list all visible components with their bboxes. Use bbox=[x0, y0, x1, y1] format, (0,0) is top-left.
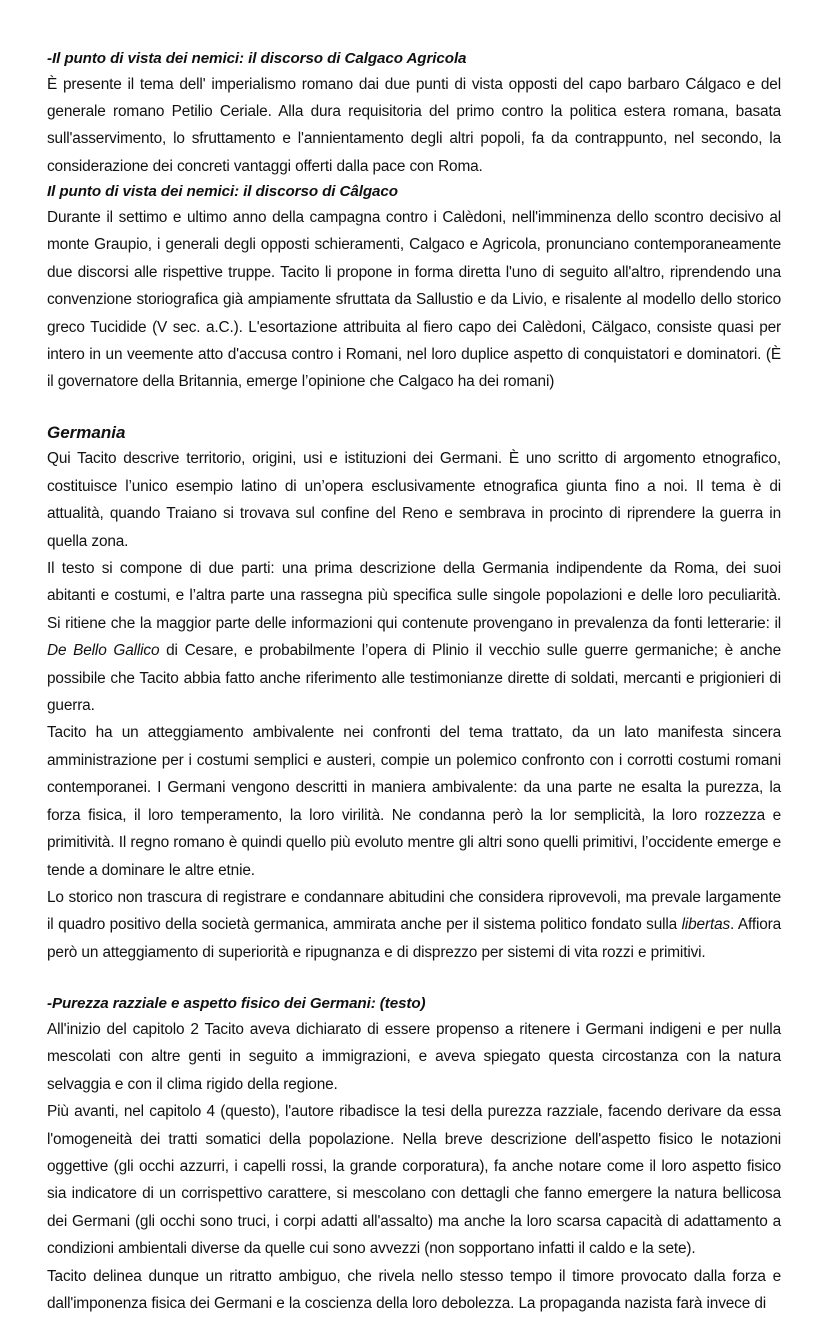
paragraph-atteggiamento-ambivalente: Tacito ha un atteggiamento ambivalente nei confronti del tema trattato, da un lato manifesta sincera amministrazione per i costumi semplici e austeri, compie un polemico confronto con i corrotti costumi romani contemporanei. I Germani vengono descritti in maniera ambivalente: da una parte ne esalta la purezza, la forza fisica, il loro temperamento, la loro virilità. Ne condanna però la lor semplicità, la loro rozzezza e primitività. Il regno romano è quindi quello più evoluto mentre gli altri sono quelli primitivi, l’occidente emerge e tende a dominare le altre etnie. bbox=[47, 724, 781, 879]
paragraph-due-parti-text-2: di Cesare, e probabilmente l’opera di Plinio il vecchio sulle guerre germaniche; è anche possibile che Tacito abbia fatto anche riferimento alle testimonianze dirette di soldati, mercanti e prigionieri di guerra. bbox=[47, 642, 781, 715]
paragraph-quadro-positivo-text-2: . Affiora però un atteggiamento di superiorità e ripugnanza e di disprezzo per sistemi di vita rozzi e primitivi. bbox=[47, 916, 782, 961]
paragraph-capitolo-4: Più avanti, nel capitolo 4 (questo), l'autore ribadisce la tesi della purezza razziale, facendo derivare da essa l'omogeneità dei tratti somatici della popolazione. Nella breve descrizione dell'aspetto fisico le notazioni oggettive (gli occhi azzurri, i capelli rossi, la grande corporatura), fa anche notare come il loro aspetto fisico sia indicatore di un corrispettivo carattere, si mescolano con dettagli che fanno emergere la natura bellicosa dei Germani (gli occhi sono truci, i corpi adatti all'assalto) ma anche la loro scarsa capacità di adattamento a condizioni ambientali diverse da quelle cui sono avvezzi (non sopportano infatti il caldo e la sete). bbox=[47, 1103, 781, 1258]
paragraph-discorso-calgaco: Durante il settimo e ultimo anno della campagna contro i Calèdoni, nell'imminenza dello scontro decisivo al monte Graupio, i generali degli opposti schieramenti, Calgaco e Agricola, pronunciano contemporaneamente due discorsi alle rispettive truppe. Tacito li propone in forma diretta l'uno di seguito all'altro, riprendendo una convenzione storiografica già ampiamente sfruttata da Sallustio e da Livio, e risalente al modello dello storico greco Tucidide (V sec. a.C.). L'esortazione attribuita al fiero capo dei Calèdoni, Cälgaco, consiste quasi per intero in un veemente atto d'accusa contro i Romani, nel loro duplice aspetto di conquistatori e dominatori. (È il governatore della Britannia, emerge l’opinione che Calgaco ha dei romani) bbox=[47, 208, 781, 391]
heading-punto-di-vista-nemici-calgaco: Il punto di vista dei nemici: il discorso di Câlgaco bbox=[47, 183, 398, 201]
paragraph-due-parti-text-1: Il testo si compone di due parti: una prima descrizione della Germania indipendente da Roma, dei suoi abitanti e costumi, e l’altra parte una rassegna più specifica sulle singole popolazioni e delle loro peculiarità. Si ritiene che la maggior parte delle informazioni qui contenute provengano in prevalenza da fonti letterarie: il bbox=[47, 559, 781, 632]
heading-purezza-razziale: -Purezza razziale e aspetto fisico dei Germani: (testo) bbox=[47, 995, 426, 1013]
heading-germania: Germania bbox=[47, 422, 126, 442]
paragraph-capitolo-2: All'inizio del capitolo 2 Tacito aveva dichiarato di essere propenso a ritenere i Germani indigeni e per nulla mescolati con altre genti in seguito a immigrazioni, e aveva spiegato questa circostanza con la natura selvaggia e con il clima rigido della regione. bbox=[47, 1020, 781, 1093]
paragraph-quadro-positivo-text-1: Lo storico non trascura di registrare e condannare abitudini che considera riprovevoli, ma prevale largamente il quadro positivo della società germanica, ammirata anche per il sistema politico fondato sulla bbox=[47, 889, 781, 934]
document-text-column bbox=[47, 47, 781, 1317]
title-de-bello-gallico: De Bello Gallico bbox=[47, 642, 160, 660]
term-libertas: libertas bbox=[681, 916, 731, 934]
section-spacer bbox=[47, 396, 781, 420]
paragraph-due-parti bbox=[47, 555, 781, 720]
paragraph-quadro-positivo bbox=[47, 884, 781, 966]
paragraph-imperialismo-romano: È presente il tema dell' imperialismo romano dai due punti di vista opposti del capo barbaro Cálgaco e del generale romano Petilio Ceriale. Alla dura requisitoria del primo contro la politica estera romana, basata sull'asservimento, lo sfruttamento e l'annientamento degli altri popoli, fa da contrappunto, nel secondo, la considerazione dei concreti vantaggi offerti dalla pace con Roma. bbox=[47, 75, 781, 175]
paragraph-ritratto-ambiguo: Tacito delinea dunque un ritratto ambiguo, che rivela nello stesso tempo il timore provocato dalla forza e dall'imponenza fisica dei Germani e la coscienza della loro debolezza. La propaganda nazista farà invece di bbox=[47, 1267, 781, 1313]
paragraph-germania-descrizione: Qui Tacito descrive territorio, origini, usi e istituzioni dei Germani. È uno scritto di argomento etnografico, costituisce l’unico esempio latino di un’opera esclusivamente etnografica giunta fino a noi. Il tema è di attualità, quando Traiano si trovava sul confine del Reno e sembrava in procinto di riprendere la guerra in quella zona. bbox=[47, 450, 781, 550]
heading-punto-di-vista-nemici-agricola: -Il punto di vista dei nemici: il discorso di Calgaco Agricola bbox=[47, 50, 467, 67]
section-spacer-2 bbox=[47, 966, 781, 992]
